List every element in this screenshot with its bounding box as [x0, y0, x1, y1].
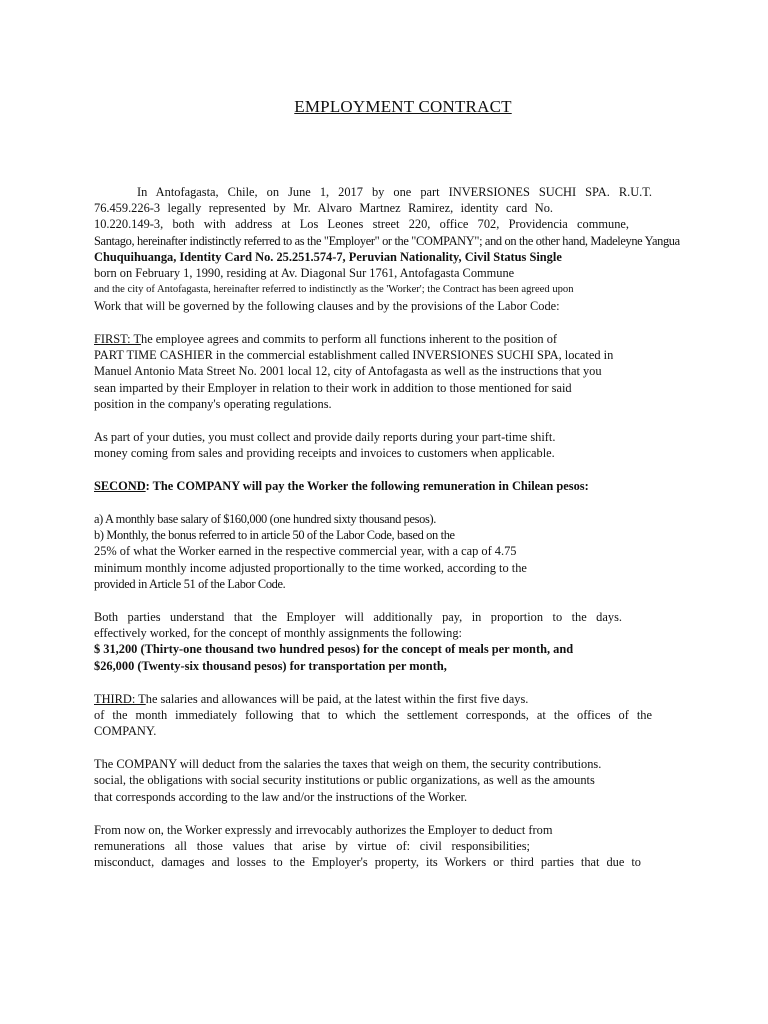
allowances-line-1: Both parties understand that the Employer will additionally pay, in proportion to the days. [94, 610, 622, 624]
second-clause-heading-line: SECOND: The COMPANY will pay the Worker the following remuneration in Chilean pesos: [94, 479, 589, 493]
first-clause-line-3: Manuel Antonio Mata Street No. 2001 local 12, city of Antofagasta as well as the instructions that you [94, 364, 602, 378]
third-clause-line-1: THIRD: The salaries and allowances will be paid, at the latest within the first five days. [94, 692, 529, 706]
remuneration-item-3: 25% of what the Worker earned in the respective commercial year, with a cap of 4.75 [94, 544, 517, 558]
first-clause-line-1: FIRST: The employee agrees and commits to perform all functions inherent to the position of [94, 332, 558, 346]
deductions-line-3: that corresponds according to the law and/or the instructions of the Worker. [94, 790, 468, 804]
remuneration-item-2: b) Monthly, the bonus referred to in article 50 of the Labor Code, based on the [94, 528, 455, 542]
first-clause-line-2: PART TIME CASHIER in the commercial establishment called INVERSIONES SUCHI SPA, located in [94, 348, 614, 362]
allowances-line-2: effectively worked, for the concept of monthly assignments the following: [94, 626, 462, 640]
duties-line-1: As part of your duties, you must collect and provide daily reports during your part-time shift. [94, 430, 556, 444]
remuneration-item-1: a) A monthly base salary of $160,000 (one hundred sixty thousand pesos). [94, 512, 436, 526]
third-clause-line-2: of the month immediately following that to which the settlement corresponds, at the offices of the [94, 708, 652, 722]
intro-line-4: Santago, hereinafter indistinctly referred to as the "Employer" or the "COMPANY"; and on the other hand, Madeleyne Yangua [94, 234, 680, 248]
intro-line-6: born on February 1, 1990, residing at Av. Diagonal Sur 1761, Antofagasta Commune [94, 266, 515, 280]
authorization-line-1: From now on, the Worker expressly and irrevocably authorizes the Employer to deduct from [94, 823, 553, 837]
allowances-transport: $26,000 (Twenty-six thousand pesos) for transportation per month, [94, 659, 447, 673]
intro-line-8: Work that will be governed by the following clauses and by the provisions of the Labor Code: [94, 299, 560, 313]
duties-line-2: money coming from sales and providing receipts and invoices to customers when applicable. [94, 446, 555, 460]
second-clause-heading: SECOND [94, 479, 146, 493]
remuneration-item-4: minimum monthly income adjusted proportionally to the time worked, according to the [94, 561, 527, 575]
deductions-line-2: social, the obligations with social security institutions or public organizations, as well as the amounts [94, 773, 595, 787]
authorization-line-2: remunerations all those values that arise by virtue of: civil responsibilities; [94, 839, 530, 853]
first-clause-heading: FIRST: T [94, 332, 142, 346]
first-clause-line-5: position in the company's operating regulations. [94, 397, 332, 411]
third-clause-line-3: COMPANY. [94, 724, 157, 738]
document-title: EMPLOYMENT CONTRACT [294, 97, 512, 116]
allowances-meals: $ 31,200 (Thirty-one thousand two hundred pesos) for the concept of meals per month, and [94, 642, 574, 656]
intro-line-7: and the city of Antofagasta, hereinafter referred to indistinctly as the 'Worker'; the Contract has been agreed upon [94, 284, 574, 295]
intro-line-1: In Antofagasta, Chile, on June 1, 2017 by one part INVERSIONES SUCHI SPA. R.U.T. [137, 185, 652, 199]
intro-line-2: 76.459.226-3 legally represented by Mr. Alvaro Martnez Ramirez, identity card No. [94, 201, 553, 215]
deductions-line-1: The COMPANY will deduct from the salaries the taxes that weigh on them, the security contributions. [94, 757, 602, 771]
first-clause-line-4: sean imparted by their Employer in relation to their work in addition to those mentioned for said [94, 381, 572, 395]
remuneration-item-5: provided in Article 51 of the Labor Code. [94, 577, 286, 591]
intro-line-5: Chuquihuanga, Identity Card No. 25.251.574-7, Peruvian Nationality, Civil Status Single [94, 250, 562, 264]
intro-line-3: 10.220.149-3, both with address at Los Leones street 220, office 702, Providencia commune, [94, 217, 629, 231]
authorization-line-3: misconduct, damages and losses to the Employer's property, its Workers or third parties that due to [94, 855, 641, 869]
third-clause-heading: THIRD: T [94, 692, 146, 706]
